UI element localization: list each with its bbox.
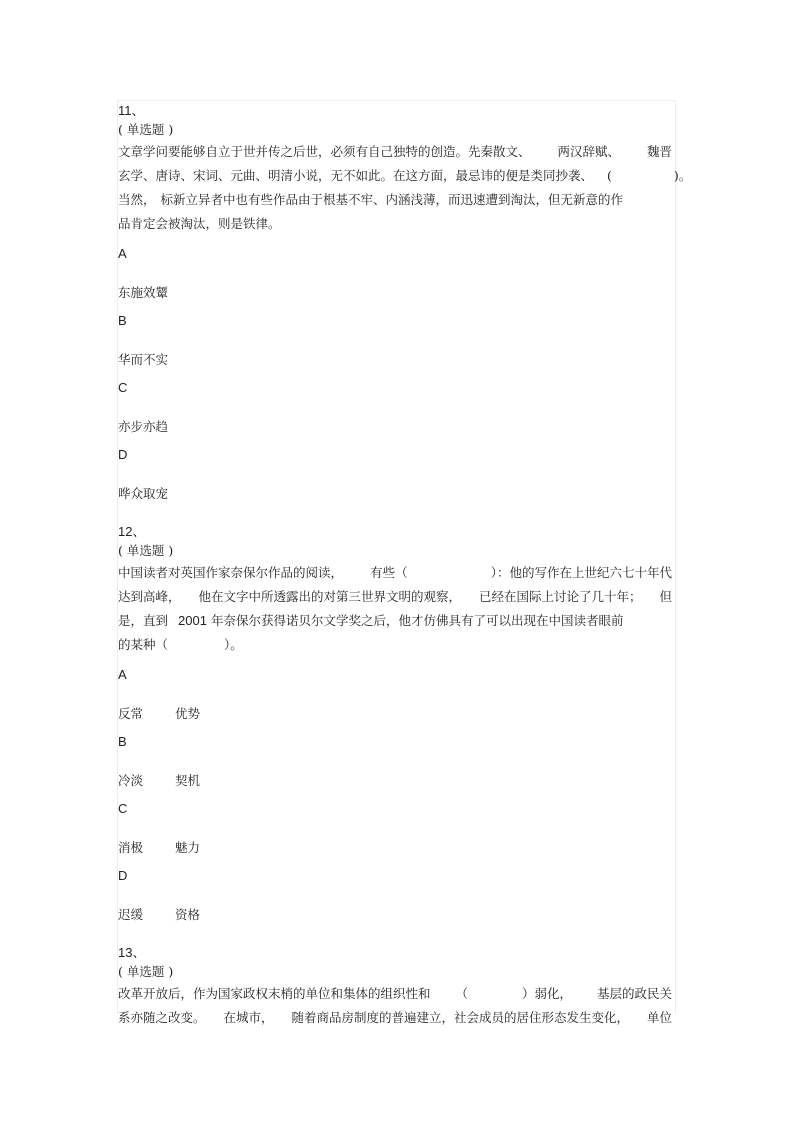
option-text[interactable] — [118, 838, 672, 858]
stem-segment: 的某种（ — [118, 637, 169, 652]
question-type: ( 单选题 ) — [118, 122, 174, 137]
question-type: ( 单选题 ) — [118, 964, 174, 979]
option-letter[interactable]: D — [118, 868, 128, 883]
option-letter[interactable]: D — [118, 447, 128, 462]
question-stem-line — [118, 609, 672, 633]
question-number: 11、 — [118, 103, 145, 118]
question-stem-line — [118, 585, 672, 609]
stem-segment: 改革开放后，作为国家政权末梢的单位和集体的组织性和 — [118, 986, 431, 1001]
option-letter[interactable]: A — [118, 246, 127, 261]
stem-segment: 基层的政民关 — [596, 986, 672, 1001]
question-stem-line — [118, 982, 672, 1006]
question-number: 13、 — [118, 945, 146, 960]
stem-segment: 已经在国际上讨论了几十年； — [478, 589, 642, 604]
stem-segment: 有些（ — [370, 565, 408, 580]
option-word: 冷淡 — [118, 773, 144, 788]
stem-segment: ）：他的写作在上世纪六七十年代 — [490, 565, 672, 580]
stem-segment: 当然， — [118, 192, 156, 207]
question-stem-line: 品肯定会被淘汰，则是铁律。 — [118, 216, 281, 231]
stem-paren-close: )。 — [673, 168, 692, 183]
option-text[interactable]: 华而不实 — [118, 352, 169, 367]
stem-segment: 随着商品房制度的普遍建立，社会成员的居住形态发生变化， — [291, 1010, 629, 1025]
stem-segment: 两汉辞赋、 — [557, 144, 620, 159]
stem-paren-open: （ — [455, 986, 468, 1001]
option-letter[interactable]: B — [118, 734, 127, 749]
stem-segment: 标新立异者中也有些作品由于根基不牢、内涵浅薄，而迅速遭到淘汰，但无新意的作 — [160, 192, 624, 207]
question-type: ( 单选题 ) — [118, 543, 174, 558]
option-letter[interactable]: B — [118, 313, 127, 328]
option-letter[interactable]: A — [118, 667, 127, 682]
option-text[interactable] — [118, 771, 672, 791]
question-stem-line — [118, 633, 672, 657]
option-word: 优势 — [175, 706, 201, 721]
question-list — [118, 101, 692, 1030]
year-number: 2001 — [178, 613, 207, 628]
stem-segment: 他在文字中所透露出的对第三世界文明的观察， — [198, 589, 461, 604]
stem-paren-close: ）。 — [224, 637, 243, 652]
question-stem-line — [118, 1006, 672, 1030]
stem-segment: 达到高峰， — [118, 589, 181, 604]
question-stem-line — [118, 188, 672, 212]
question-stem-line — [118, 561, 672, 585]
option-word: 反常 — [118, 706, 144, 721]
question-stem-line — [118, 140, 672, 164]
option-word: 魅力 — [175, 840, 201, 855]
option-word: 契机 — [175, 773, 201, 788]
stem-segment: 文章学问要能够自立于世并传之后世，必须有自己独特的创造。先秦散文、 — [118, 144, 531, 159]
option-text[interactable] — [118, 905, 672, 925]
stem-segment: 魏晋 — [646, 144, 672, 159]
stem-segment: 但 — [659, 589, 672, 604]
stem-segment: 是，直到 — [118, 613, 169, 628]
stem-segment: 中国读者对英国作家奈保尔作品的阅读， — [118, 565, 344, 580]
stem-segment: ）弱化， — [522, 986, 573, 1001]
stem-segment: 年奈保尔获得诺贝尔文学奖之后，他才仿佛具有了可以出现在中国读者眼前 — [210, 613, 624, 628]
option-text[interactable]: 东施效颦 — [118, 285, 169, 300]
stem-segment: 系亦随之改变。 — [118, 1010, 206, 1025]
option-word: 迟缓 — [118, 907, 144, 922]
option-letter[interactable]: C — [118, 801, 128, 816]
option-word: 资格 — [175, 907, 201, 922]
question-12 — [118, 523, 672, 925]
option-letter[interactable]: C — [118, 380, 128, 395]
stem-segment: 在城市， — [223, 1010, 274, 1025]
stem-paren-open: ( — [607, 168, 612, 183]
option-word: 消极 — [118, 840, 144, 855]
question-stem-line — [118, 164, 692, 188]
stem-segment: 单位 — [646, 1010, 672, 1025]
question-13 — [118, 944, 672, 1030]
option-text[interactable]: 哗众取宠 — [118, 486, 169, 501]
stem-segment: 玄学、唐诗、宋词、元曲、明清小说，无不如此。在这方面，最忌讳的便是类同抄袭、 — [118, 168, 594, 183]
question-number: 12、 — [118, 524, 146, 539]
question-11 — [118, 102, 692, 504]
option-text[interactable]: 亦步亦趋 — [118, 419, 169, 434]
option-text[interactable] — [118, 704, 672, 724]
